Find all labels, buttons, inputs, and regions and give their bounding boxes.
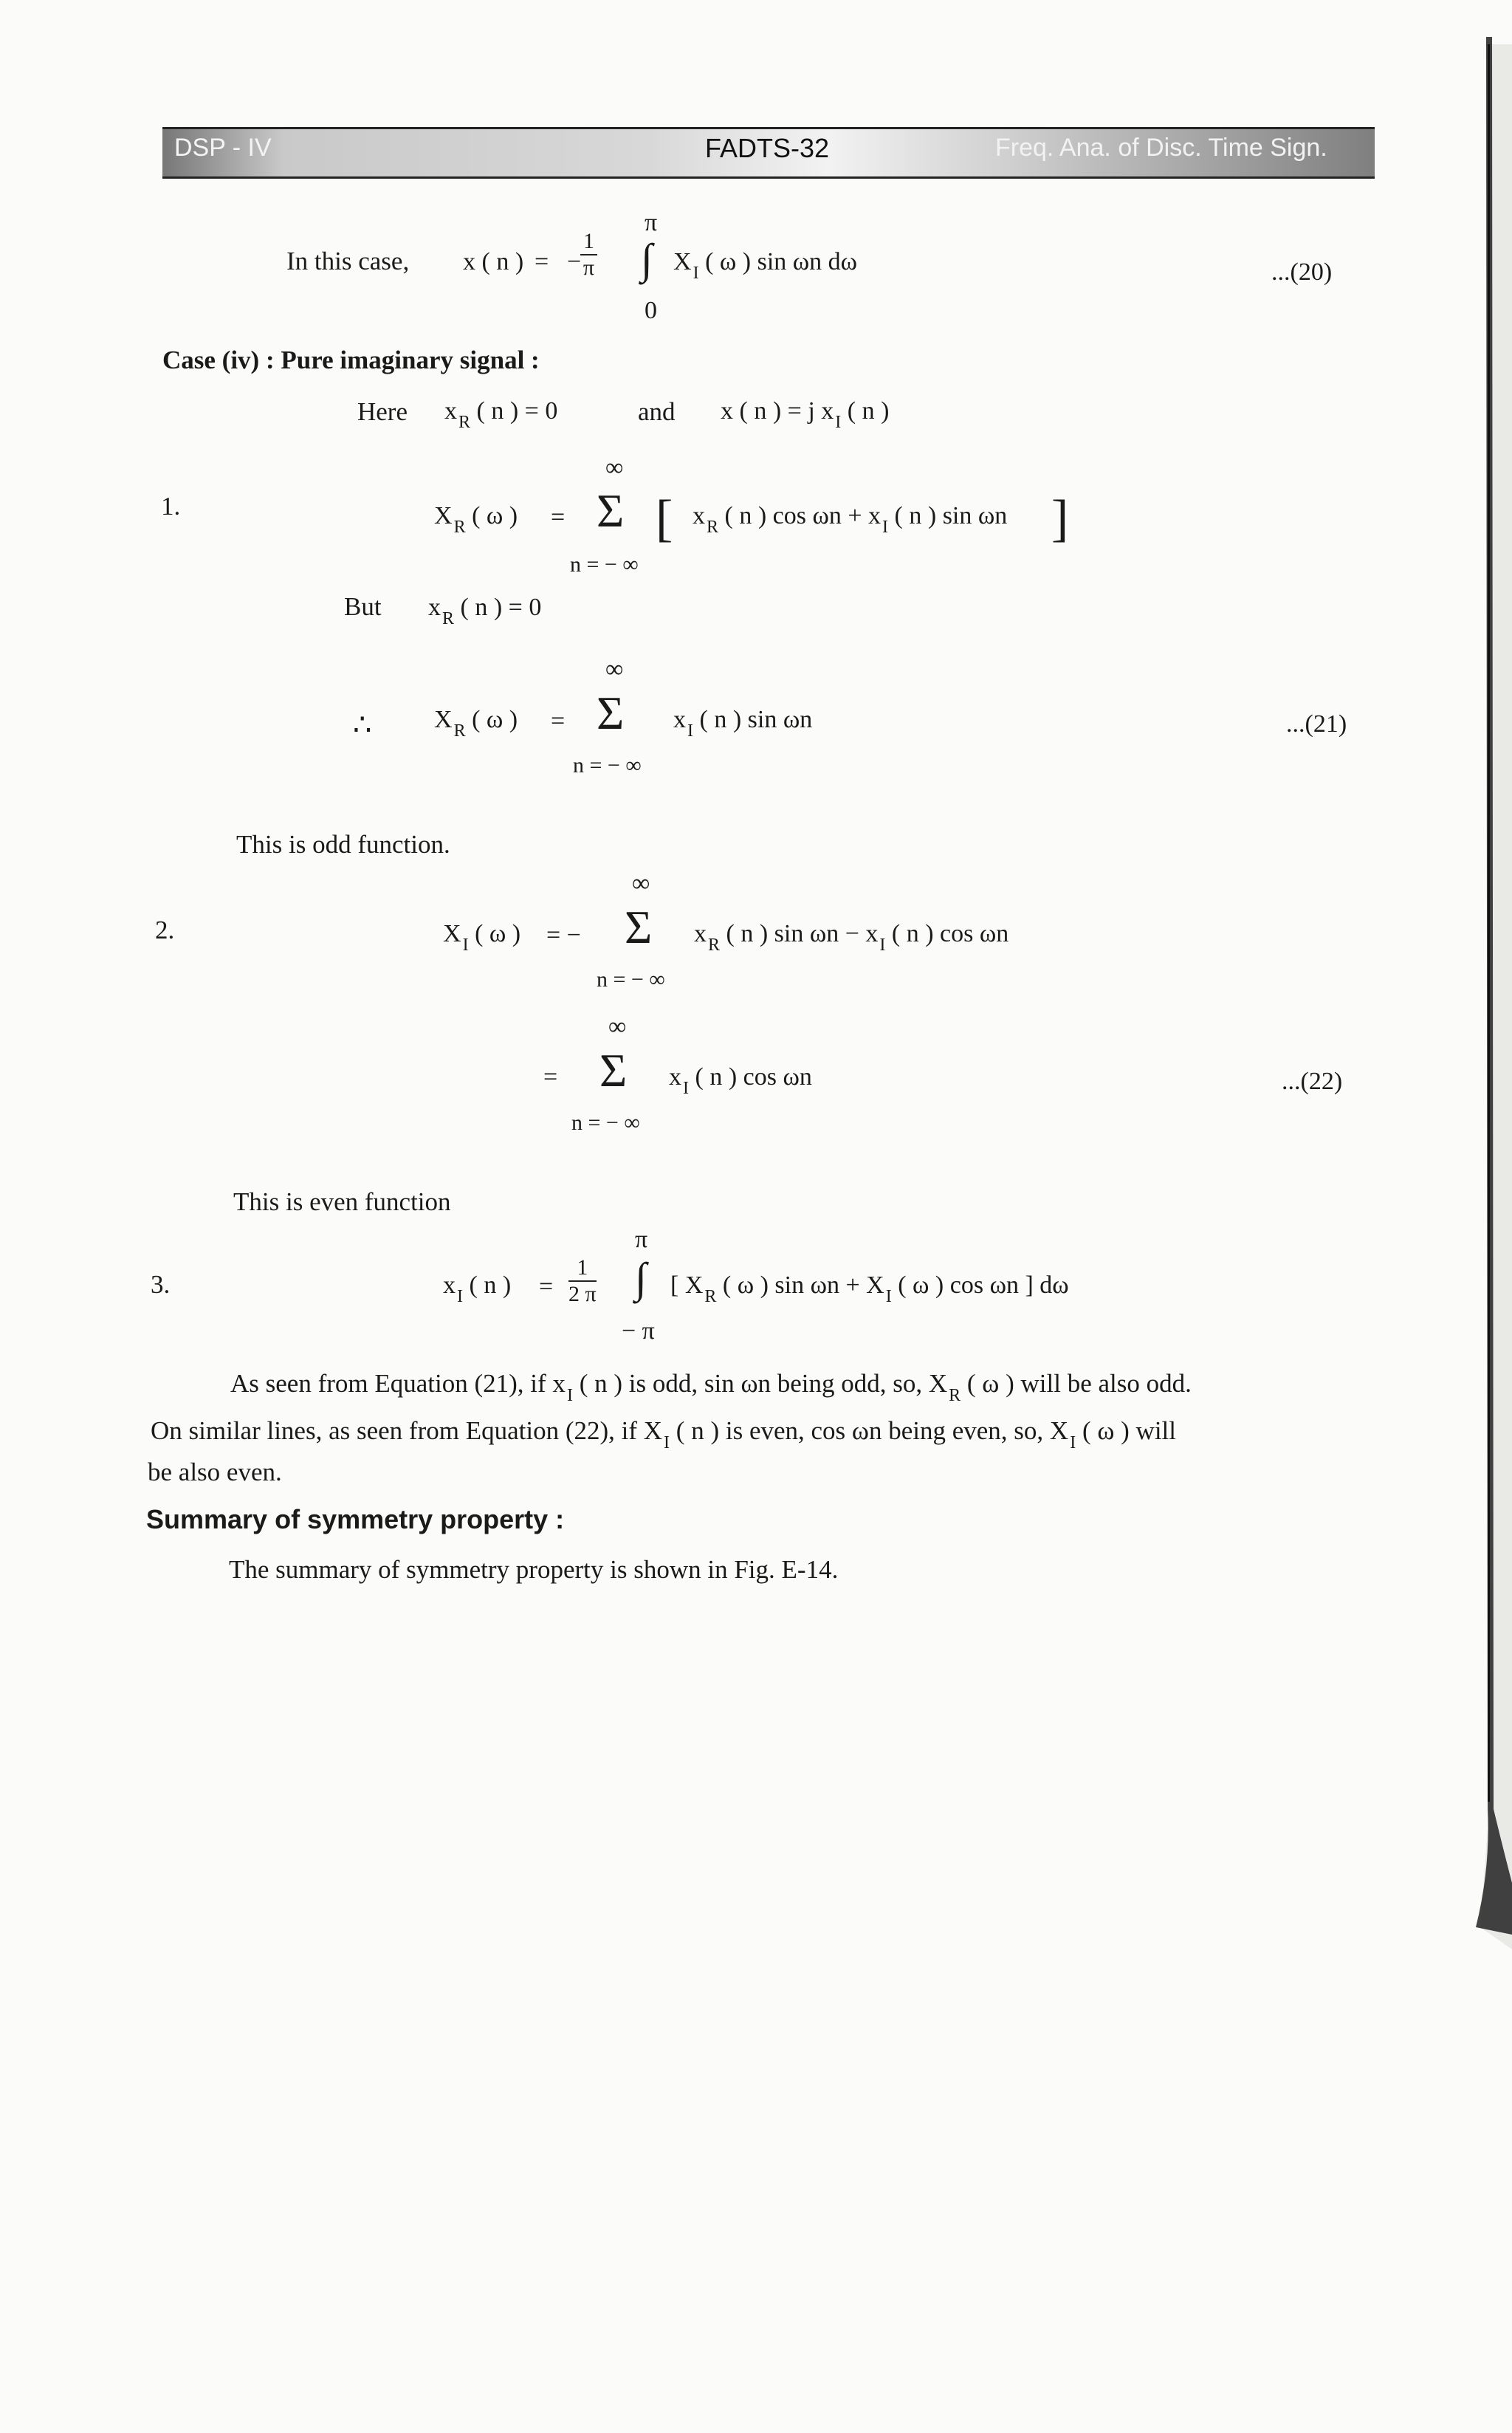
item2-term-a-rest: ( n ) sin ωn − x [726, 920, 879, 947]
item2-lhs [443, 920, 521, 955]
eq21-lhs [434, 706, 518, 741]
para-l1-c: ( ω ) will be also odd. [966, 1369, 1192, 1398]
eq21-lhs-sub: R [453, 721, 466, 741]
eq20-integrand-X: X [673, 248, 692, 275]
item1-bracket-left: [ [656, 490, 673, 547]
eq20-lead: In this case, [286, 247, 410, 275]
para-l1-sub2: R [949, 1386, 961, 1405]
eq22-sigma: Σ [599, 1044, 628, 1097]
eq20-fraction [580, 229, 597, 281]
item1-term-sub-R: R [707, 518, 719, 537]
odd-function-text: This is odd function. [236, 830, 450, 859]
here-and: and [638, 397, 676, 426]
but-label: But [344, 592, 382, 621]
eq20-integral-sign: ∫ [641, 235, 653, 283]
item3-lhs-x: x [443, 1272, 456, 1299]
item2-term-sub-R: R [708, 936, 721, 955]
eq20-equals: = [535, 248, 549, 275]
item2-term-sub-I: I [879, 936, 886, 955]
but-x: x [428, 594, 441, 621]
item1-lhs-X: X [434, 502, 453, 529]
item3-equals: = [539, 1273, 554, 1300]
item1-lhs [434, 502, 518, 537]
here-label: Here [357, 397, 408, 426]
eq20-integrand [673, 248, 858, 283]
here-rhs [721, 397, 890, 432]
eq21-sum-lower: n = − ∞ [573, 753, 642, 778]
eq21-term [673, 706, 813, 741]
para-l1-sub1: I [566, 1386, 573, 1405]
header-page-code: FADTS-32 [705, 133, 830, 163]
item3-body-a: [ X [670, 1272, 704, 1299]
item3-body-c: ( ω ) cos ωn ] dω [898, 1272, 1069, 1299]
header-chapter-title: Freq. Ana. of Disc. Time Sign. [995, 134, 1327, 162]
item3-lhs-rest: ( n ) [469, 1272, 512, 1299]
item3-body [670, 1272, 1069, 1306]
but-rest: ( n ) = 0 [460, 594, 542, 621]
item1-term-b-rest: ( n ) sin ωn [894, 502, 1008, 529]
here-x: x [444, 397, 457, 425]
eq21-term-sub: I [687, 721, 693, 741]
item1-sum-upper: ∞ [605, 454, 624, 481]
item3-body-sub-I: I [885, 1287, 892, 1306]
eq22-term [669, 1063, 812, 1098]
item2-label: 2. [155, 916, 175, 944]
item2-term [694, 920, 1009, 955]
eq21-lhs-rest: ( ω ) [472, 706, 518, 733]
item3-lhs-sub: I [457, 1287, 463, 1306]
even-function-text: This is even function [233, 1187, 451, 1216]
here-lhs [444, 397, 558, 432]
item3-label: 3. [151, 1270, 171, 1299]
eq22-sum-upper: ∞ [608, 1013, 627, 1040]
item3-fraction [568, 1255, 597, 1307]
item1-equals: = [551, 504, 566, 531]
eq20-int-lower: 0 [645, 297, 657, 324]
header-left-label: DSP - IV [174, 134, 272, 162]
item3-body-b: ( ω ) sin ωn + X [722, 1272, 884, 1299]
here-rhs-pre: x ( n ) = j x [721, 397, 834, 425]
item2-term-b-rest: ( n ) cos ωn [891, 920, 1009, 947]
here-rhs-post: ( n ) [847, 397, 890, 425]
item3-frac-num: 1 [568, 1255, 597, 1282]
but-sub: R [442, 609, 455, 628]
item1-lhs-sub: R [453, 518, 466, 537]
item1-sum-lower: n = − ∞ [570, 552, 639, 577]
eq22-number: ...(22) [1282, 1068, 1343, 1095]
para-l2-a: On similar lines, as seen from Equation (22), if X [151, 1416, 663, 1445]
item3-frac-den: 2 π [568, 1282, 597, 1306]
item1-term-x: x [693, 502, 705, 529]
eq20-minus: − [567, 248, 582, 275]
item1-label: 1. [161, 492, 181, 521]
item2-term-x: x [694, 920, 707, 947]
item3-int-upper: π [635, 1226, 648, 1253]
eq20-int-upper: π [645, 209, 658, 236]
para-l1-a: As seen from Equation (21), if x [230, 1369, 566, 1398]
item2-equals: = − [546, 922, 581, 949]
paragraph-line-2 [151, 1415, 1176, 1450]
para-l1-b: ( n ) is odd, sin ωn being odd, so, X [579, 1369, 948, 1398]
case-iv-heading: Case (iv) : Pure imaginary signal : [162, 346, 540, 374]
item1-bracket-right: ] [1051, 490, 1069, 547]
eq20-frac-den: π [583, 255, 595, 280]
here-sub-R: R [458, 413, 471, 432]
item2-sum-lower: n = − ∞ [597, 967, 665, 992]
summary-text: The summary of symmetry property is shown in Fig. E-14. [229, 1555, 839, 1584]
eq21-term-x: x [673, 706, 686, 733]
item3-int-lower: − π [622, 1317, 655, 1345]
eq22-term-sub: I [683, 1079, 689, 1098]
para-l2-sub1: I [664, 1433, 670, 1452]
eq21-number: ...(21) [1286, 710, 1347, 738]
item1-sigma: Σ [597, 484, 625, 537]
eq21-lhs-X: X [434, 706, 453, 733]
item2-sum-upper: ∞ [632, 870, 650, 897]
item3-lhs [443, 1272, 512, 1306]
eq22-sum-lower: n = − ∞ [571, 1111, 640, 1135]
summary-heading: Summary of symmetry property : [146, 1504, 565, 1534]
eq22-equals: = [543, 1063, 558, 1091]
eq21-equals: = [551, 707, 566, 735]
item2-lhs-X: X [443, 920, 461, 947]
item1-term [693, 502, 1008, 537]
item3-integral-sign: ∫ [635, 1254, 647, 1302]
eq20-integrand-sub: I [693, 264, 699, 283]
para-l2-b: ( n ) is even, cos ωn being even, so, X [676, 1416, 1069, 1445]
here-sub-I: I [835, 413, 842, 432]
item2-lhs-sub: I [462, 936, 469, 955]
eq20-frac-num: 1 [580, 229, 597, 255]
para-l2-c: ( ω ) will [1082, 1416, 1176, 1445]
eq22-term-rest: ( n ) cos ωn [695, 1063, 812, 1091]
eq20-integrand-rest: ( ω ) sin ωn dω [705, 248, 858, 275]
eq21-sigma: Σ [597, 687, 625, 739]
para-l2-sub2: I [1070, 1433, 1076, 1452]
eq20-lhs: x ( n ) [463, 248, 524, 275]
item3-body-sub-R: R [704, 1287, 717, 1306]
item2-sigma: Σ [625, 901, 653, 953]
eq22-term-x: x [669, 1063, 681, 1091]
item1-term-a-rest: ( n ) cos ωn + x [724, 502, 882, 529]
page-edge-shadow [1473, 37, 1512, 1957]
therefore-symbol: ∴ [353, 708, 372, 741]
paragraph-line-1 [230, 1368, 1192, 1403]
eq21-sum-upper: ∞ [605, 656, 624, 683]
eq21-term-rest: ( n ) sin ωn [699, 706, 813, 733]
here-lhs-rest: ( n ) = 0 [476, 397, 558, 425]
item1-lhs-rest: ( ω ) [472, 502, 518, 529]
eq20-number: ...(20) [1271, 258, 1333, 286]
paragraph-line-3: be also even. [148, 1458, 282, 1486]
item2-lhs-rest: ( ω ) [475, 920, 521, 947]
item1-term-sub-I: I [882, 518, 889, 537]
but-expr [428, 594, 542, 628]
